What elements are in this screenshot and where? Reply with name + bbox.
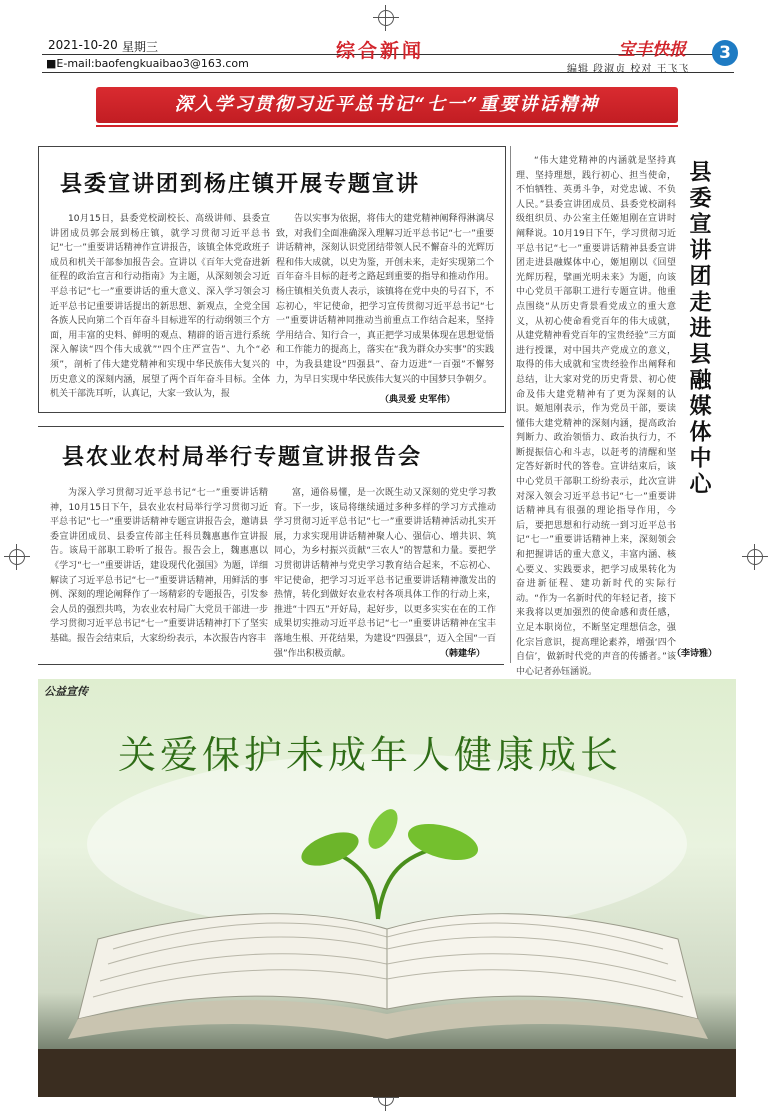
article2-credit: （韩建华） [440,649,486,659]
article3-text-top: “伟大建党精神的内涵就是坚持真理、坚持理想，践行初心、担当使命，不怕牺牲、英勇斗争，对党忠诚、不负人民。”县委宣讲团成员、县委党校副科级组织员、办公室主任姬旭刚在宣讲时阐释说。10月19日下午，学习贯彻习近平总书记“七一”重要讲话精神县委宣讲团走进县融媒体中心，姬旭刚以《回望光辉历程，擘画光明未来》为题，向该中心党员干部职工进行专题宣讲。他重点围绕“从历史背景看党成立的重大意义，从初心使命看党百年的伟大成就，从建党精神看党百年的宝贵经验”三方面进行授课，对中国共产党成立的意义，取得的伟大成就和宝贵经验作出阐释和总结，让大家对党的历史背景、初心使命及伟大建党精神有了更为深刻的认识。姬旭刚表示，作为党员干部，要读懂伟大建党精神的深刻内涵，提高政治判断力、政治领悟力、政治执行力，不断提振信心和斗志，以赶考的清醒和坚定答好新时代的答卷。宣讲结束后，该中心党员干部职工纷纷表示，此次宣讲对深入领会习近平总书记“七一”重要讲话精神具有很强的理论指导作用，今后，要把思想和行动统一到习近平总书记“七一”重要讲话精神上来，深刻领会和把握讲话的重大意义，丰富内涵、核心要义、实践要求，把学习成果转化为奋进新征程、建功新时代的实际行动。“作为一名新时代的年轻记者，接下来我将以更加强烈的使命感和责任感，立足本职岗位，不断坚定理想信念，强化宗旨意识，提高理论素养，增强‘四个自信’，做新时代党的声音的传播者。”该中心记者孙钰涵说。 [516,156,676,677]
article1-credit: （典灵爱 史军伟） [380,395,456,405]
article1-col2: 告以实事为依据，将伟大的建党精神阐释得淋漓尽致，对我们全面准确深入理解习近平总书记“七一”重要讲话精神，深刻认识党团结带领人民不懈奋斗的光辉历程和伟大成就，以史为鉴，开创未来，走好实现第二个百年奋斗目标的赶考之路起到重要的指导和推动作用。杨庄镇相关负责人表示，该镇将在党中央的号召下，不忘初心，牢记使命，把学习宣传贯彻习近平总书记“七一”重要讲话精神同推动当前重点工作结合起来，坚持学用结合、知行合一，真正把学习成果体现在思想觉悟和工作能力的提高上，落实在“我为群众办实事”的实践中，为我县建设“四强县”、奋力迈进“一百强”不懈努力，为早日实现中华民族伟大复兴的中国梦只争朝夕。 [276,214,494,385]
section-title: 综合新闻 [336,40,425,62]
page-number-badge: 3 [712,40,738,66]
newspaper-logo: 宝丰快报 [618,40,686,60]
registration-mark-left [9,549,25,565]
article1-title: 县委宣讲团到杨庄镇开展专题宣讲 [60,171,421,197]
article3-text-wide [516,406,738,646]
article3-credit: （李诗雅） [672,649,718,659]
issue-date: 2021-10-20 [48,38,118,52]
email-line: ■E-mail:baofengkuaibao3@163.com [46,57,249,70]
header-rule-bottom [42,72,734,73]
registration-mark-top [378,10,394,26]
article2-col2: 富，通俗易懂，是一次既生动又深刻的党史学习教育。下一步，该局将继续通过多种多样的学习方式推动学习贯彻习近平总书记“七一”重要讲话精神活动扎实开展，力求实现用讲话精神聚人心、强信心、增共识、筑同心，为乡村振兴贡献“三农人”的智慧和力量。要把学习贯彻讲话精神与党史学习教育结合起来，不忘初心、牢记使命，把学习习近平总书记重要讲话精神激发出的热情，转化到做好农业农村各项具体工作的行动上来，推进“十四五”开好局，起好步，以更多实实在在的工作成果切实推动习近平总书记“七一”重要讲话精神在宝丰落地生根、开花结果，为建设“四强县”，迈入全国“一百强”作出积极贡献。 [274,488,496,659]
psa-tag: 公益宣传 [44,685,88,698]
article2-col1: 为深入学习贯彻习近平总书记“七一”重要讲话精神，10月15日下午，县农业农村局举行学习贯彻习近平总书记“七一”重要讲话精神专题宣讲报告会，邀请县委宣讲团成员、县委宣传部主任科员魏惠惠作宣讲报告。该局干部职工聆听了报告。报告会上，魏惠惠以《学习“七一”重要讲话，建设现代化强国》为题，详细解读了习近平总书记“七一”重要讲话精神，用鲜活的事例、深刻的理论阐释作了一场精彩的专题报告，引发参会人员的强烈共鸣，为农业农村局广大党员干部进一步学习贯彻习近平总书记“七一”重要讲话精神打下了坚实基础。报告会结束后，大家纷纷表示，本次报告内容丰 [50,488,268,644]
topic-banner: 深入学习贯彻习近平总书记“七一”重要讲话精神 [96,87,678,123]
editors-line: 编辑 段淑贞 校对 王飞飞 [567,64,690,75]
article1-col1: 10月15日，县委党校副校长、高级讲师、县委宣讲团成员郭会展到杨庄镇，就学习贯彻习近平总书记“七一”重要讲话精神作宣讲报告，该镇全体党政班子成员和机关干部参加报告会。宣讲以《百年大党奋进新征程的政治宣言和行动指南》为主题，从深刻领会习近平总书记“七一”重要讲话的重大意义、深入学习领会习近平总书记重要讲话提出的新思想、新观点，全党全国各族人民向第二个百年奋斗目标进军的行动纲领三个方面，用丰富的史料、鲜明的观点、精辟的语言进行系统深入解读“四个伟大成就”“四个庄严宣告”、九个“必须”，剖析了伟大建党精神和实现中华民族伟大复兴的历史意义的深刻内涵，展望了两个百年奋斗目标。全体机关干部洗耳听，认真记，大家一致认为，报 [50,214,270,400]
psa-title: 关爱保护未成年人健康成长 [118,733,623,777]
article3-title: 县委宣讲团走进县融媒体中心 [686,160,712,498]
article2-title: 县农业农村局举行专题宣讲报告会 [62,444,423,470]
registration-mark-right [747,549,763,565]
issue-weekday: 星期三 [122,40,159,54]
column-divider [510,146,511,663]
